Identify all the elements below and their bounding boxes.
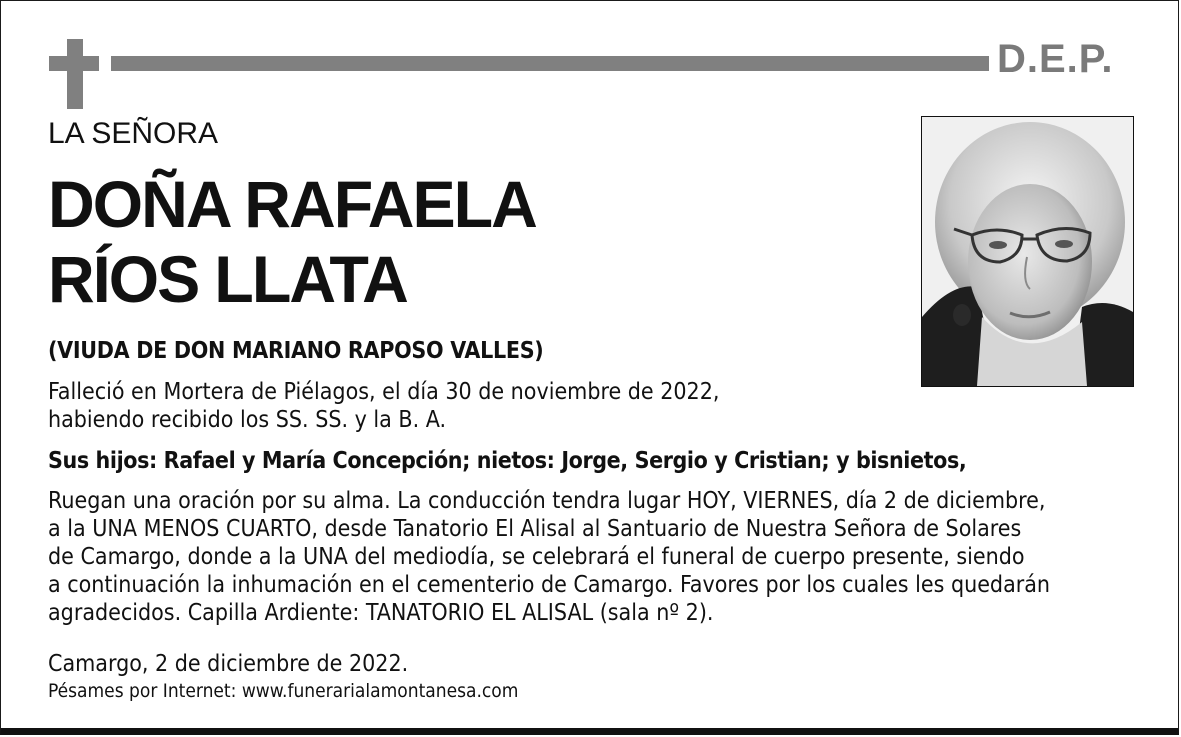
service-line: a continuación la inhumación en el cementerio de Camargo. Favores por los cuales les quedarán bbox=[48, 572, 1051, 598]
honorific: LA SEÑORA bbox=[48, 117, 219, 150]
dep-label: D.E.P. bbox=[997, 37, 1114, 81]
service-line: de Camargo, donde a la UNA del mediodía, se celebrará el funeral de cuerpo presente, siendo bbox=[48, 544, 1025, 570]
portrait-photo bbox=[921, 116, 1134, 387]
family-line: Sus hijos: Rafael y María Concepción; nietos: Jorge, Sergio y Cristian; y bisnietos, bbox=[48, 448, 967, 474]
widow-of: (VIUDA DE DON MARIANO RAPOSO VALLES) bbox=[48, 338, 544, 364]
condolences-link: Pésames por Internet: www.funerarialamontanesa.com bbox=[48, 680, 519, 702]
death-notice-line: habiendo recibido los SS. SS. y la B. A. bbox=[48, 407, 447, 433]
death-notice bbox=[48, 378, 719, 434]
service-line: agradecidos. Capilla Ardiente: TANATORIO EL ALISAL (sala nº 2). bbox=[48, 600, 714, 626]
death-notice-line: Falleció en Mortera de Piélagos, el día 30 de noviembre de 2022, bbox=[48, 379, 720, 405]
header-rule bbox=[111, 56, 989, 71]
service-details bbox=[48, 487, 1050, 627]
deceased-name-line1: DOÑA RAFAELA bbox=[48, 167, 536, 241]
deceased-name-line2: RÍOS LLATA bbox=[48, 242, 407, 316]
service-line: Ruegan una oración por su alma. La conducción tendra lugar HOY, VIERNES, día 2 de diciembre, bbox=[48, 488, 1046, 514]
service-line: a la UNA MENOS CUARTO, desde Tanatorio El Alisal al Santuario de Nuestra Señora de Solares bbox=[48, 516, 1022, 542]
place-date: Camargo, 2 de diciembre de 2022. bbox=[48, 651, 409, 677]
